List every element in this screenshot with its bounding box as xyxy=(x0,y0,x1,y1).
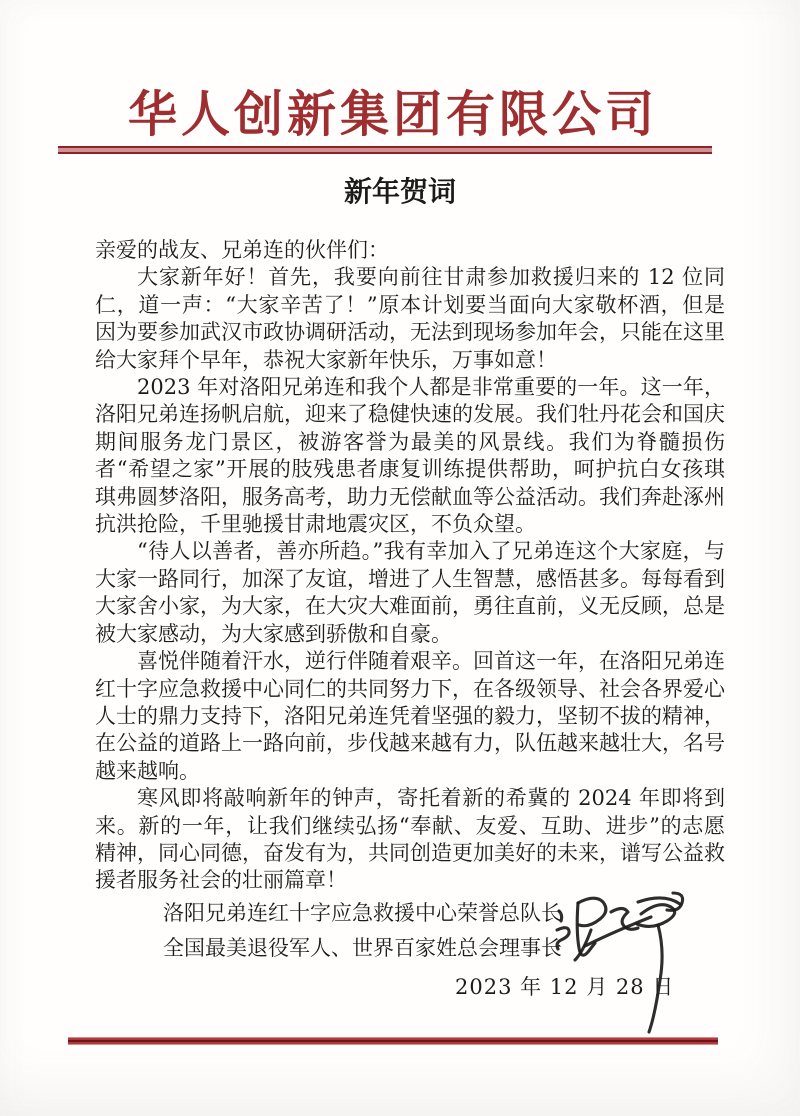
date-line: 2023 年 12 月 28 日 xyxy=(455,975,675,999)
signature-title-line: 全国最美退役军人、世界百家姓总会理事长 xyxy=(163,936,562,960)
footer-double-rule xyxy=(68,1037,718,1045)
paragraph: 2023 年对洛阳兄弟连和我个人都是非常重要的一年。这一年，洛阳兄弟连扬帆启航，迎来了稳健快速的发展。我们牡丹花会和国庆期间服务龙门景区，被游客誉为最美的风景线。我们为脊髓损伤者“希望之家”开展的肢残患者康复训练提供帮助，呵护抗白女孩琪琪弗圆梦洛阳，服务高考，助力无偿献血等公益活动。我们奔赴涿州抗洪抢险，千里驰援甘肃地震灾区，不负众望。 xyxy=(95,375,725,537)
document-title: 新年贺词 xyxy=(343,175,456,208)
paragraph: 大家新年好！首先，我要向前往甘肃参加救援归来的 12 位同仁，道一声：“大家辛苦了！”原本计划要当面向大家敬杯酒，但是因为要参加武汉市政协调研活动，无法到现场参加年会，只能在这里给大家拜个早年，恭祝大家新年快乐，万事如意！ xyxy=(95,265,725,372)
handwritten-signature xyxy=(543,880,713,1040)
company-letterhead-title: 华人创新集团有限公司 xyxy=(127,85,658,143)
paragraph: 寒风即将敲响新年的钟声，寄托着新的希冀的 2024 年即将到来。新的一年，让我们继续弘扬“奉献、友爱、互助、进步”的志愿精神，同心同德，奋发有为，共同创造更加美好的未来，谱写公益救援者服务社会的壮丽篇章！ xyxy=(95,786,725,893)
letter-body xyxy=(95,237,725,895)
salutation-line: 亲爱的战友、兄弟连的伙伴们： xyxy=(95,238,389,262)
header-double-rule xyxy=(58,146,712,154)
paragraph: 喜悦伴随着汗水，逆行伴随着艰辛。回首这一年，在洛阳兄弟连红十字应急救援中心同仁的共同努力下，在各级领导、社会各界爱心人士的鼎力支持下，洛阳兄弟连凭着坚强的毅力，坚韧不拔的精神，在公益的道路上一路向前，步伐越来越有力，队伍越来越壮大，名号越来越响。 xyxy=(95,649,725,783)
paragraph: “待人以善者，善亦所趋。”我有幸加入了兄弟连这个大家庭，与大家一路同行，加深了友谊，增进了人生智慧，感悟甚多。每每看到大家舍小家，为大家，在大灾大难面前，勇往直前，义无反顾，总是被大家感动，为大家感到骄傲和自豪。 xyxy=(95,539,725,646)
signature-title-line: 洛阳兄弟连红十字应急救援中心荣誉总队长 xyxy=(163,901,562,925)
